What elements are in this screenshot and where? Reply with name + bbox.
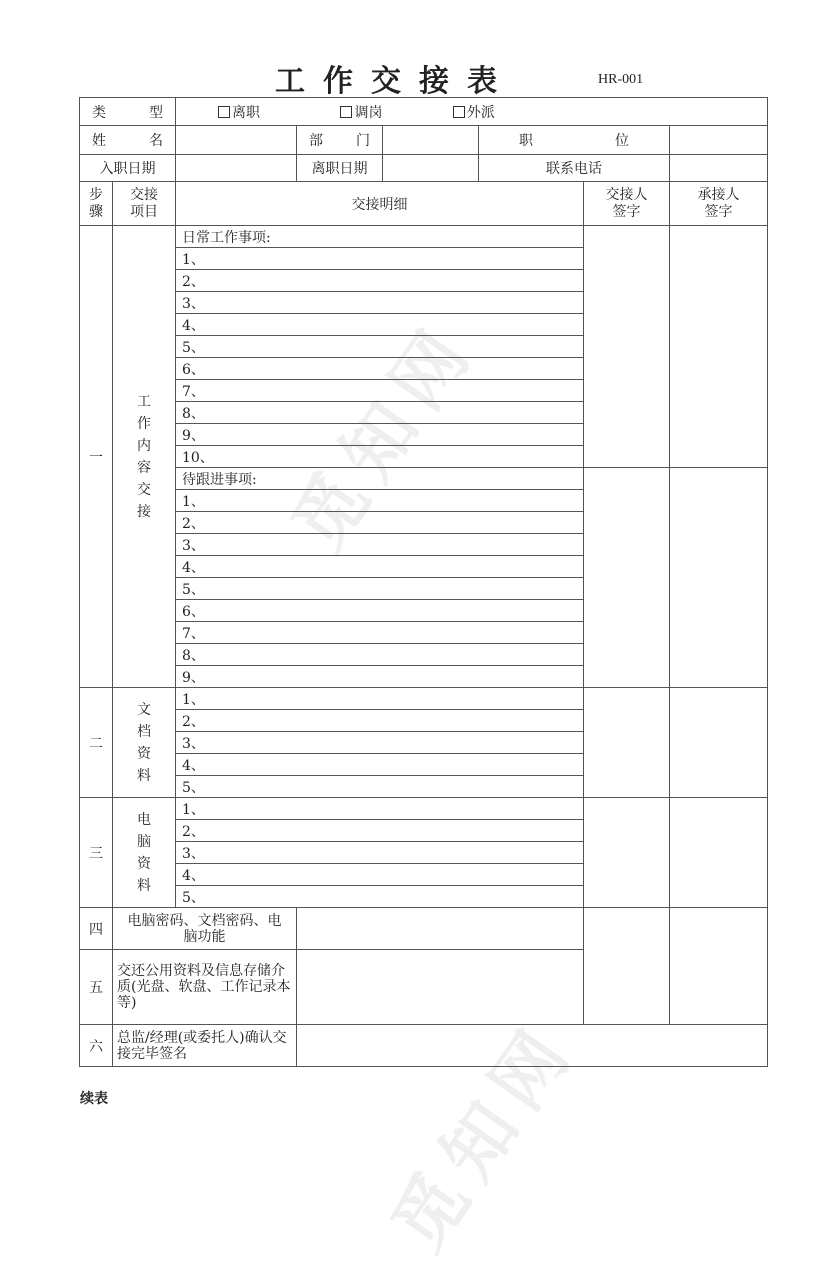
- section3-handover-sign[interactable]: [584, 798, 670, 908]
- type-option-resign[interactable]: 离职: [218, 102, 336, 122]
- daily-item[interactable]: 6、: [176, 358, 584, 380]
- pending-item[interactable]: 8、: [176, 644, 584, 666]
- list-item: [80, 798, 768, 820]
- pending-item[interactable]: 2、: [176, 512, 584, 534]
- step-header: 步 骤: [80, 182, 113, 226]
- section2-receiver-sign[interactable]: [670, 688, 768, 798]
- section3-step: 三: [80, 798, 113, 908]
- daily-heading: 日常工作事项:: [176, 226, 584, 248]
- position-field[interactable]: [670, 126, 768, 155]
- type-option-transfer[interactable]: 调岗: [340, 102, 448, 122]
- dept-field[interactable]: [383, 126, 479, 155]
- phone-field[interactable]: [670, 155, 768, 182]
- name-label: 姓名: [80, 126, 176, 155]
- pending-heading: 待跟进事项:: [176, 468, 584, 490]
- pending-item[interactable]: 1、: [176, 490, 584, 512]
- section45-receiver-sign[interactable]: [670, 908, 768, 1025]
- section2-step: 二: [80, 688, 113, 798]
- section3-receiver-sign[interactable]: [670, 798, 768, 908]
- pending-item[interactable]: 9、: [176, 666, 584, 688]
- type-label: 类型: [80, 98, 176, 126]
- page-title: 工作交接表: [275, 64, 515, 99]
- handover-form-table: [79, 97, 768, 1067]
- section4-field[interactable]: [297, 908, 584, 950]
- section45-handover-sign[interactable]: [584, 908, 670, 1025]
- section3-entry[interactable]: 5、: [176, 886, 584, 908]
- section4-step: 四: [80, 908, 113, 950]
- daily-item[interactable]: 5、: [176, 336, 584, 358]
- watermark: 觅知网: [374, 1005, 593, 1266]
- section6-label: 总监/经理(或委托人)确认交接完毕签名: [113, 1025, 297, 1067]
- checkbox-icon[interactable]: [218, 106, 230, 118]
- pending-item[interactable]: 3、: [176, 534, 584, 556]
- daily-item[interactable]: 1、: [176, 248, 584, 270]
- type-row: [80, 98, 768, 126]
- daily-item[interactable]: 4、: [176, 314, 584, 336]
- section6-row: [80, 1025, 768, 1067]
- watermark: 觅知网: [274, 305, 493, 566]
- section2-entry[interactable]: 2、: [176, 710, 584, 732]
- section2-entry[interactable]: 1、: [176, 688, 584, 710]
- form-code: HR-001: [598, 72, 644, 87]
- section4-label: 电脑密码、文档密码、电脑功能: [113, 908, 297, 950]
- type-option-dispatch[interactable]: 外派: [453, 102, 495, 122]
- section5-step: 五: [80, 950, 113, 1025]
- section3-entry[interactable]: 4、: [176, 864, 584, 886]
- section1-pending-handover-sign[interactable]: [584, 468, 670, 688]
- daily-item[interactable]: 3、: [176, 292, 584, 314]
- leave-date-label: 离职日期: [297, 155, 383, 182]
- section3-item: 电 脑 资 料: [113, 798, 176, 908]
- receiver-sign-header: 承接人 签字: [670, 182, 768, 226]
- pending-item[interactable]: 7、: [176, 622, 584, 644]
- pending-item[interactable]: 5、: [176, 578, 584, 600]
- section2-entry[interactable]: 4、: [176, 754, 584, 776]
- checkbox-icon[interactable]: [453, 106, 465, 118]
- name-field[interactable]: [176, 126, 297, 155]
- section1-pending-heading-row: [80, 468, 768, 490]
- pending-item[interactable]: 4、: [176, 556, 584, 578]
- pending-item[interactable]: 6、: [176, 600, 584, 622]
- section1-step: 一: [80, 226, 113, 688]
- section1-daily-handover-sign[interactable]: [584, 226, 670, 468]
- dates-row: [80, 155, 768, 182]
- section1-item: 工 作 内 容 交 接: [113, 226, 176, 688]
- section3-entry[interactable]: 2、: [176, 820, 584, 842]
- phone-label: 联系电话: [479, 155, 670, 182]
- section2-entry[interactable]: 5、: [176, 776, 584, 798]
- item-header: 交接 项目: [113, 182, 176, 226]
- daily-item[interactable]: 10、: [176, 446, 584, 468]
- leave-date-field[interactable]: [383, 155, 479, 182]
- daily-item[interactable]: 2、: [176, 270, 584, 292]
- section2-handover-sign[interactable]: [584, 688, 670, 798]
- section1-daily-heading-row: [80, 226, 768, 248]
- section1-daily-receiver-sign[interactable]: [670, 226, 768, 468]
- position-label: 职位: [479, 126, 670, 155]
- daily-item[interactable]: 8、: [176, 402, 584, 424]
- dept-label: 部门: [297, 126, 383, 155]
- daily-item[interactable]: 9、: [176, 424, 584, 446]
- section3-entry[interactable]: 1、: [176, 798, 584, 820]
- list-item: [80, 688, 768, 710]
- continued-label: 续表: [80, 1091, 108, 1107]
- section2-item: 文 档 资 料: [113, 688, 176, 798]
- section2-entry[interactable]: 3、: [176, 732, 584, 754]
- section6-signature-field[interactable]: [297, 1025, 768, 1067]
- join-date-label: 入职日期: [80, 155, 176, 182]
- join-date-field[interactable]: [176, 155, 297, 182]
- handover-sign-header: 交接人 签字: [584, 182, 670, 226]
- detail-header: 交接明细: [176, 182, 584, 226]
- section3-entry[interactable]: 3、: [176, 842, 584, 864]
- section6-step: 六: [80, 1025, 113, 1067]
- name-row: [80, 126, 768, 155]
- section5-field[interactable]: [297, 950, 584, 1025]
- section5-label: 交还公用资料及信息存储介质(光盘、软盘、工作记录本等): [113, 950, 297, 1025]
- section1-pending-receiver-sign[interactable]: [670, 468, 768, 688]
- checkbox-icon[interactable]: [340, 106, 352, 118]
- section4-row: [80, 908, 768, 950]
- column-header-row: [80, 182, 768, 226]
- daily-item[interactable]: 7、: [176, 380, 584, 402]
